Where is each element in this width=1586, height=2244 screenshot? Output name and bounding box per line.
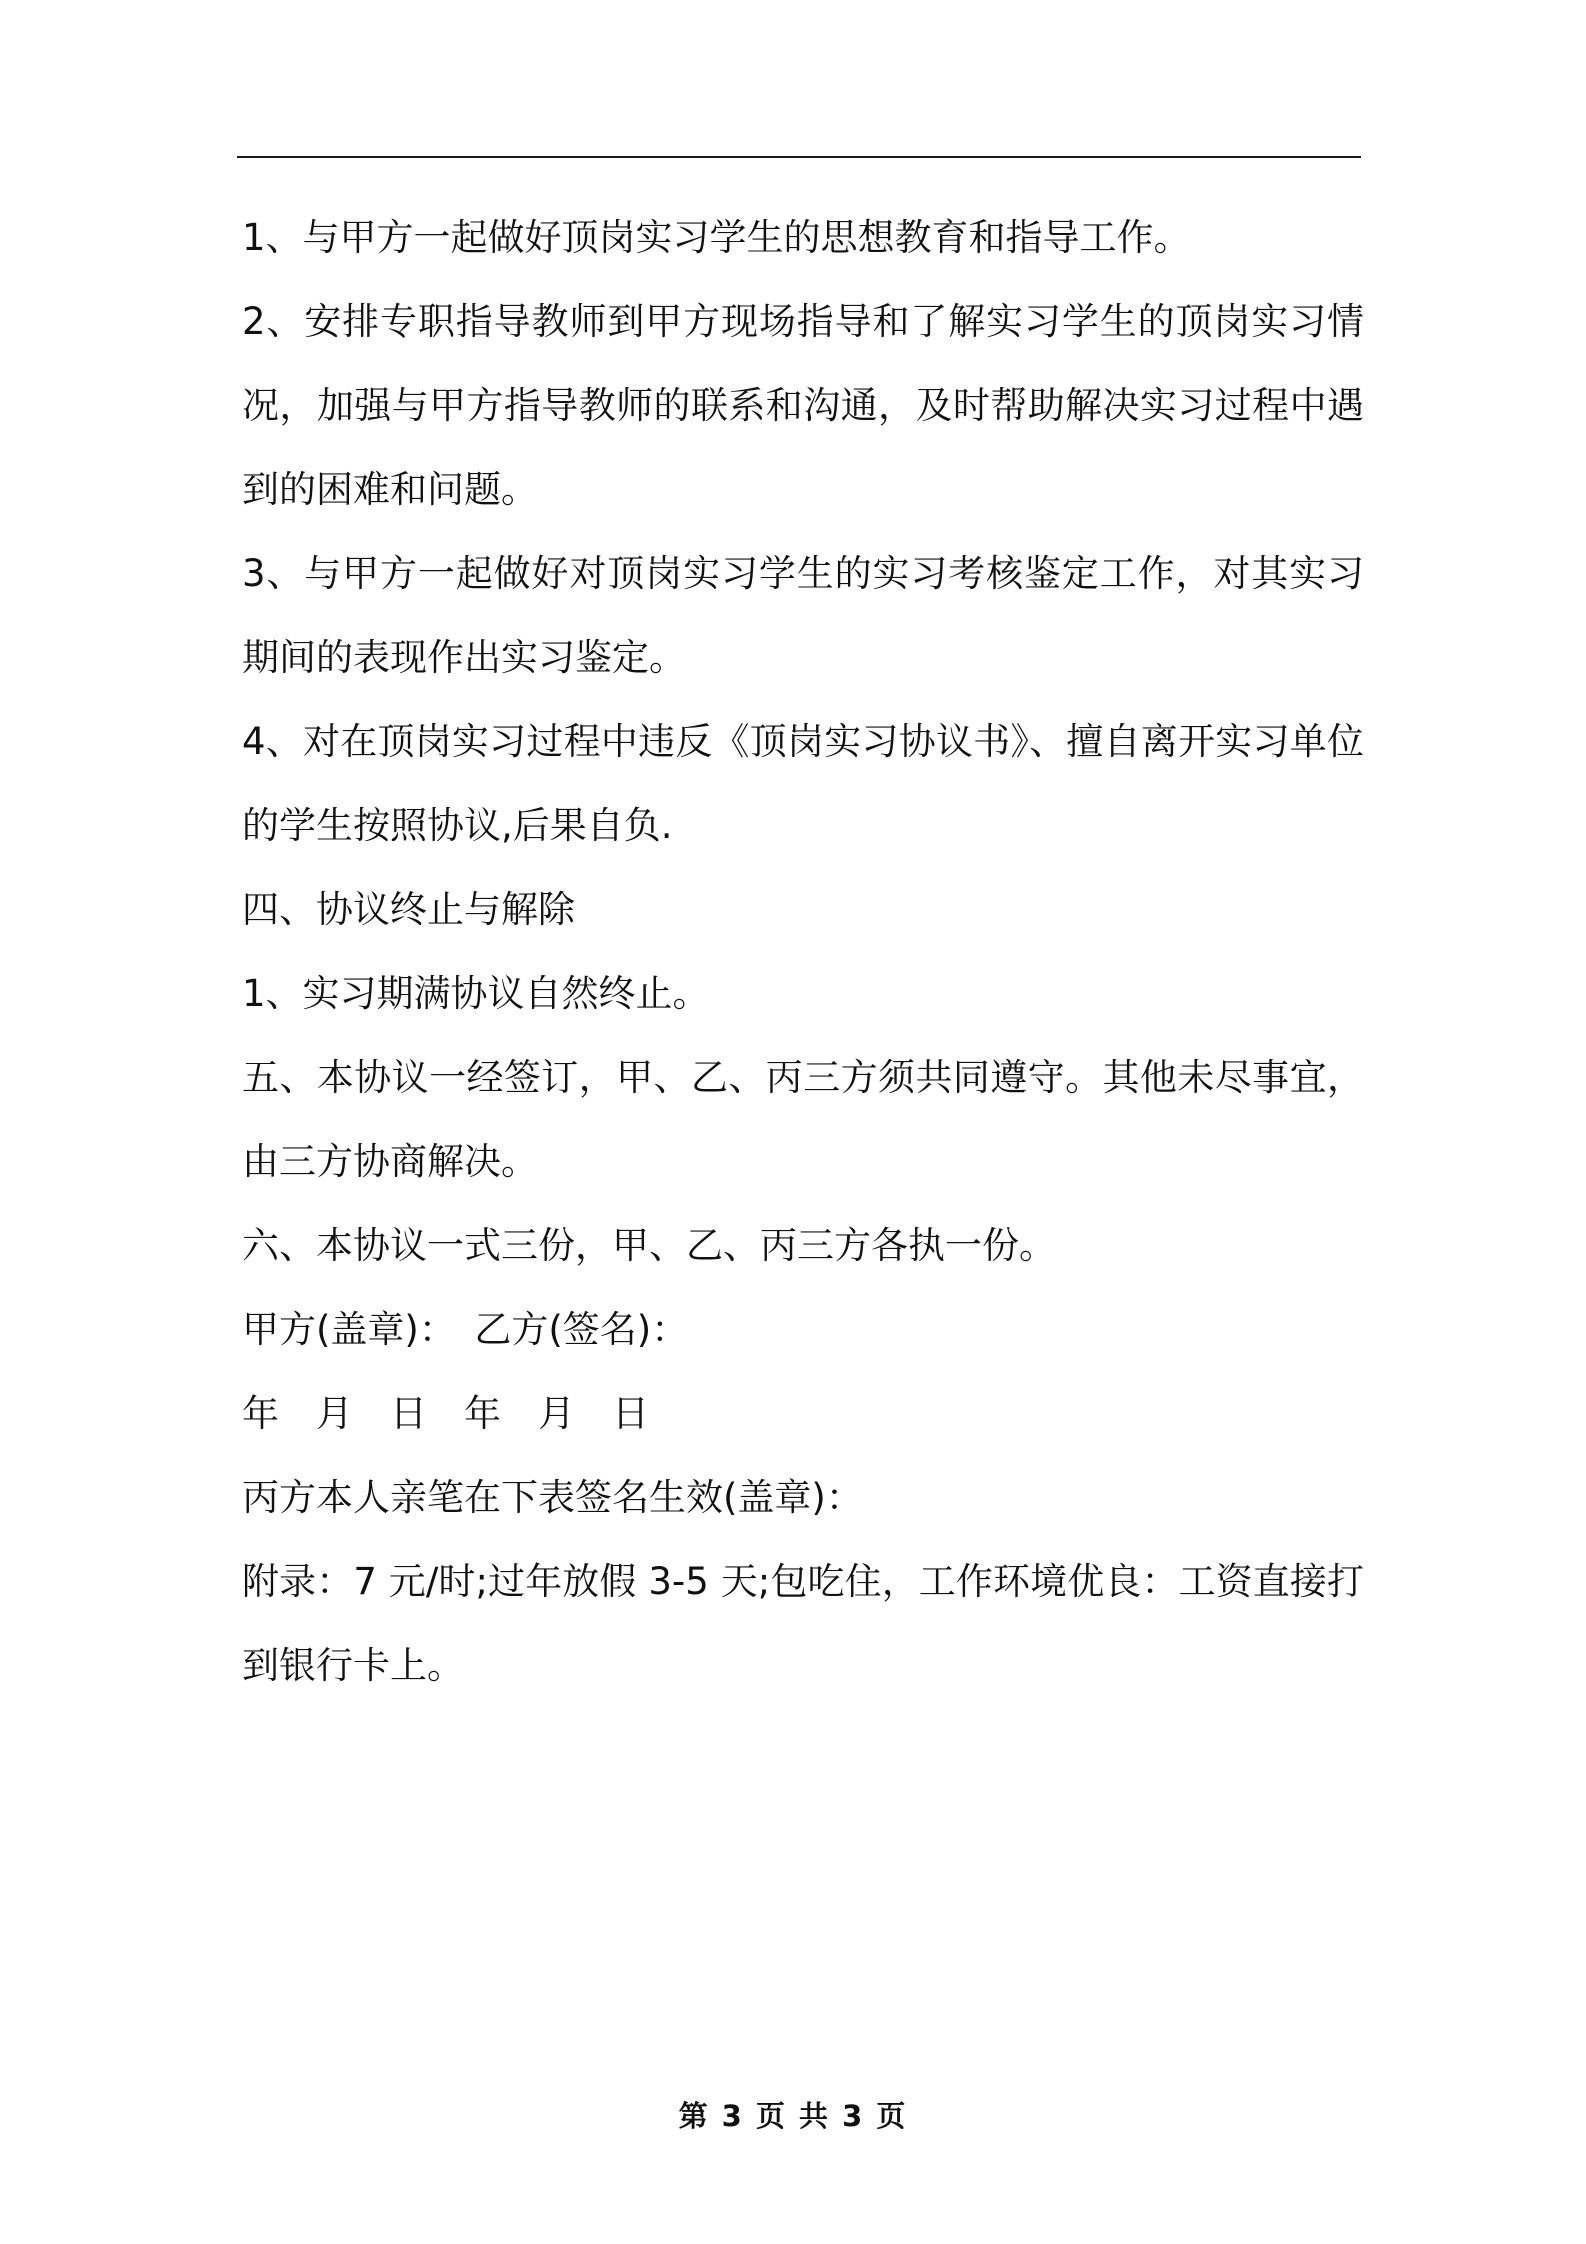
signature-line-parties: 甲方(盖章)： 乙方(签名)： [242,1308,689,1351]
paragraph-clause-five: 五、本协议一经签订，甲、乙、丙三方须共同遵守。其他未尽事宜，由三方协商解决。 [242,1056,1364,1183]
signature-line-party-c: 丙方本人亲笔在下表签名生效(盖章)： [242,1476,863,1519]
paragraph-school-duty-1: 1、与甲方一起做好顶岗实习学生的思想教育和指导工作。 [242,216,1191,259]
header-rule [237,156,1361,158]
paragraph-clause-six: 六、本协议一式三份，甲、乙、丙三方各执一份。 [242,1224,1056,1267]
paragraph-school-duty-2: 2、安排专职指导教师到甲方现场指导和了解实习学生的顶岗实习情况，加强与甲方指导教师的联系和沟通，及时帮助解决实习过程中遇到的困难和问题。 [242,300,1364,511]
page-number-footer: 第 3 页 共 3 页 [678,2099,908,2133]
paragraph-school-duty-4: 4、对在顶岗实习过程中违反《顶岗实习协议书》、擅自离开实习单位的学生按照协议,后果自负. [242,720,1364,847]
document-body [242,196,1364,1708]
date-line: 年 月 日 年 月 日 [242,1392,649,1435]
section-heading-termination: 四、协议终止与解除 [242,888,575,931]
paragraph-school-duty-3: 3、与甲方一起做好对顶岗实习学生的实习考核鉴定工作，对其实习期间的表现作出实习鉴定。 [242,552,1364,679]
paragraph-termination-1: 1、实习期满协议自然终止。 [242,972,710,1015]
paragraph-appendix: 附录：7 元/时;过年放假 3-5 天;包吃住，工作环境优良：工资直接打到银行卡上。 [242,1560,1364,1687]
